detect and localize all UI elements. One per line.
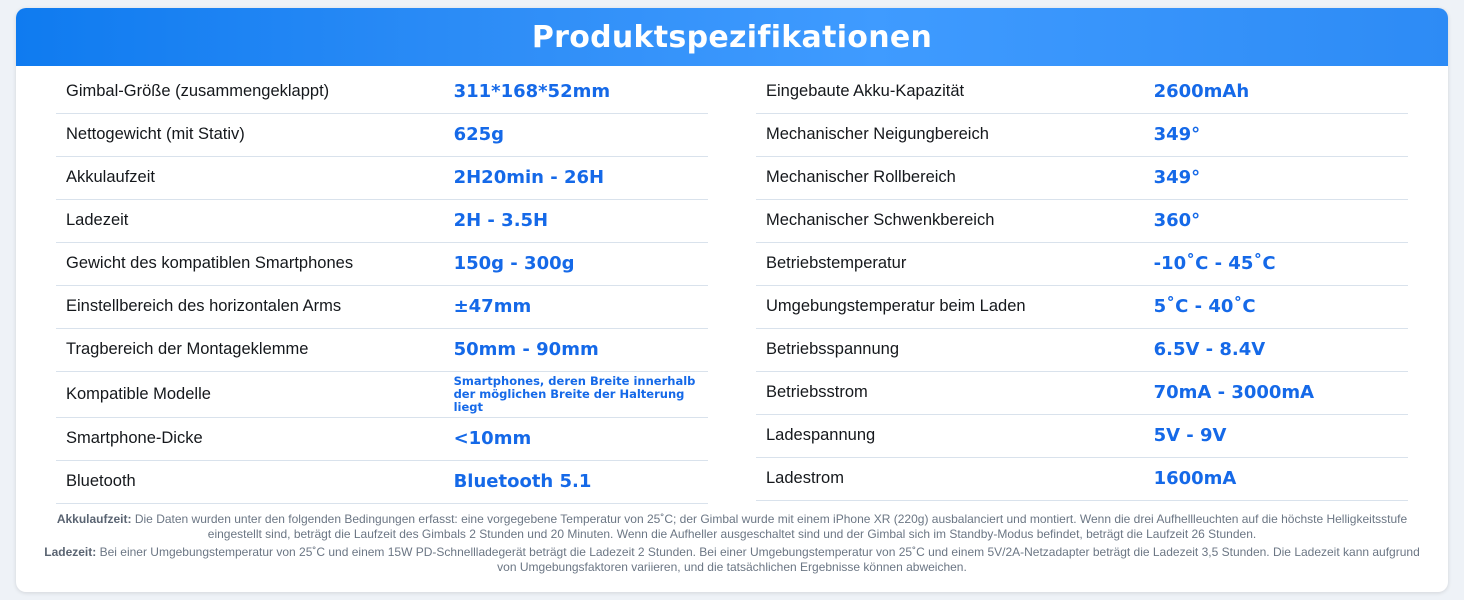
spec-value: Bluetooth 5.1 (448, 460, 708, 503)
table-row (756, 457, 1408, 500)
table-row (56, 199, 708, 242)
table-row (756, 156, 1408, 199)
spec-value: <10mm (448, 417, 708, 460)
table-row (756, 285, 1408, 328)
spec-label: Nettogewicht (mit Stativ) (56, 113, 448, 156)
table-row (756, 113, 1408, 156)
footnote-text: Bei einer Umgebungstemperatur von 25˚C und einem 15W PD-Schnellladegerät beträgt die Ladezeit 2 Stunden. Bei einer Umgebungstemperatur von 25˚C und einem 5V/2A-Netzadapter beträgt die Ladezeit 3,5 Stunden. Die Ladezeit kann aufgrund von Umgebungsfaktoren variieren, und die tatsächlichen Ergebnisse können abweichen. (96, 544, 1420, 574)
spec-value: 349° (1148, 156, 1408, 199)
spec-label: Gewicht des kompatiblen Smartphones (56, 242, 448, 285)
spec-value: 6.5V - 8.4V (1148, 328, 1408, 371)
footnote-text: Die Daten wurden unter den folgenden Bedingungen erfasst: eine vorgegebene Temperatur von 25˚C; der Gimbal wurde mit einem iPhone XR (220g) ausbalanciert und montiert. Wenn die drei Aufhellleuchten auf die höchste Helligkeitsstufe eingestellt sind, beträgt die Laufzeit des Gimbals 2 Stunden und 20 Minuten. Wenn die Aufheller ausgeschaltet sind und der Gimbal sich im Standby-Modus befindet, beträgt die Laufzeit 26 Stunden. (131, 511, 1408, 541)
page-title: Produktspezifikationen (531, 19, 933, 55)
table-row (756, 199, 1408, 242)
table-row (56, 285, 708, 328)
spec-label: Ladespannung (756, 414, 1148, 457)
spec-value: 2600mAh (1148, 70, 1408, 113)
spec-value: 625g (448, 113, 708, 156)
spec-value: 2H - 3.5H (448, 199, 708, 242)
footnote-term: Ladezeit: (44, 544, 97, 559)
table-row (756, 70, 1408, 113)
spec-label: Smartphone-Dicke (56, 417, 448, 460)
spec-value: 5˚C - 40˚C (1148, 285, 1408, 328)
footnotes (16, 504, 1448, 576)
spec-value: Smartphones, deren Breite innerhalb der möglichen Breite der Halterung liegt (448, 371, 708, 417)
spec-value: 5V - 9V (1148, 414, 1408, 457)
table-row (756, 414, 1408, 457)
spec-label: Ladezeit (56, 199, 448, 242)
table-row (56, 460, 708, 503)
table-row (56, 70, 708, 113)
table-row (56, 113, 708, 156)
spec-value: 2H20min - 26H (448, 156, 708, 199)
spec-value: 150g - 300g (448, 242, 708, 285)
table-row (56, 328, 708, 371)
spec-label: Bluetooth (56, 460, 448, 503)
spec-table-right (756, 70, 1408, 501)
spec-table-right-body (756, 70, 1408, 500)
spec-label: Mechanischer Rollbereich (756, 156, 1148, 199)
title-bar (16, 8, 1448, 66)
table-row (56, 156, 708, 199)
table-row (56, 371, 708, 417)
spec-value: 1600mA (1148, 457, 1408, 500)
spec-label: Betriebsstrom (756, 371, 1148, 414)
spec-label: Ladestrom (756, 457, 1148, 500)
spec-label: Eingebaute Akku-Kapazität (756, 70, 1148, 113)
spec-label: Mechanischer Neigungbereich (756, 113, 1148, 156)
table-row (756, 242, 1408, 285)
table-row (56, 242, 708, 285)
spec-tables (16, 66, 1448, 504)
spec-table-left-body (56, 70, 708, 503)
table-row (756, 328, 1408, 371)
spec-value: 50mm - 90mm (448, 328, 708, 371)
footnote (34, 512, 1430, 543)
footnote (34, 545, 1430, 576)
spec-value: 70mA - 3000mA (1148, 371, 1408, 414)
spec-value: 311*168*52mm (448, 70, 708, 113)
spec-label: Einstellbereich des horizontalen Arms (56, 285, 448, 328)
spec-label: Tragbereich der Montageklemme (56, 328, 448, 371)
table-row (56, 417, 708, 460)
spec-value: 349° (1148, 113, 1408, 156)
spec-label: Gimbal-Größe (zusammengeklappt) (56, 70, 448, 113)
spec-card (16, 8, 1448, 592)
spec-label: Umgebungstemperatur beim Laden (756, 285, 1148, 328)
spec-label: Betriebsspannung (756, 328, 1148, 371)
spec-label: Kompatible Modelle (56, 371, 448, 417)
spec-label: Akkulaufzeit (56, 156, 448, 199)
footnote-term: Akkulaufzeit: (56, 511, 132, 526)
spec-value: ±47mm (448, 285, 708, 328)
spec-label: Mechanischer Schwenkbereich (756, 199, 1148, 242)
spec-label: Betriebstemperatur (756, 242, 1148, 285)
spec-value: -10˚C - 45˚C (1148, 242, 1408, 285)
spec-value: 360° (1148, 199, 1408, 242)
spec-column-right (732, 70, 1448, 504)
spec-table-left (56, 70, 708, 504)
spec-column-left (16, 70, 732, 504)
table-row (756, 371, 1408, 414)
